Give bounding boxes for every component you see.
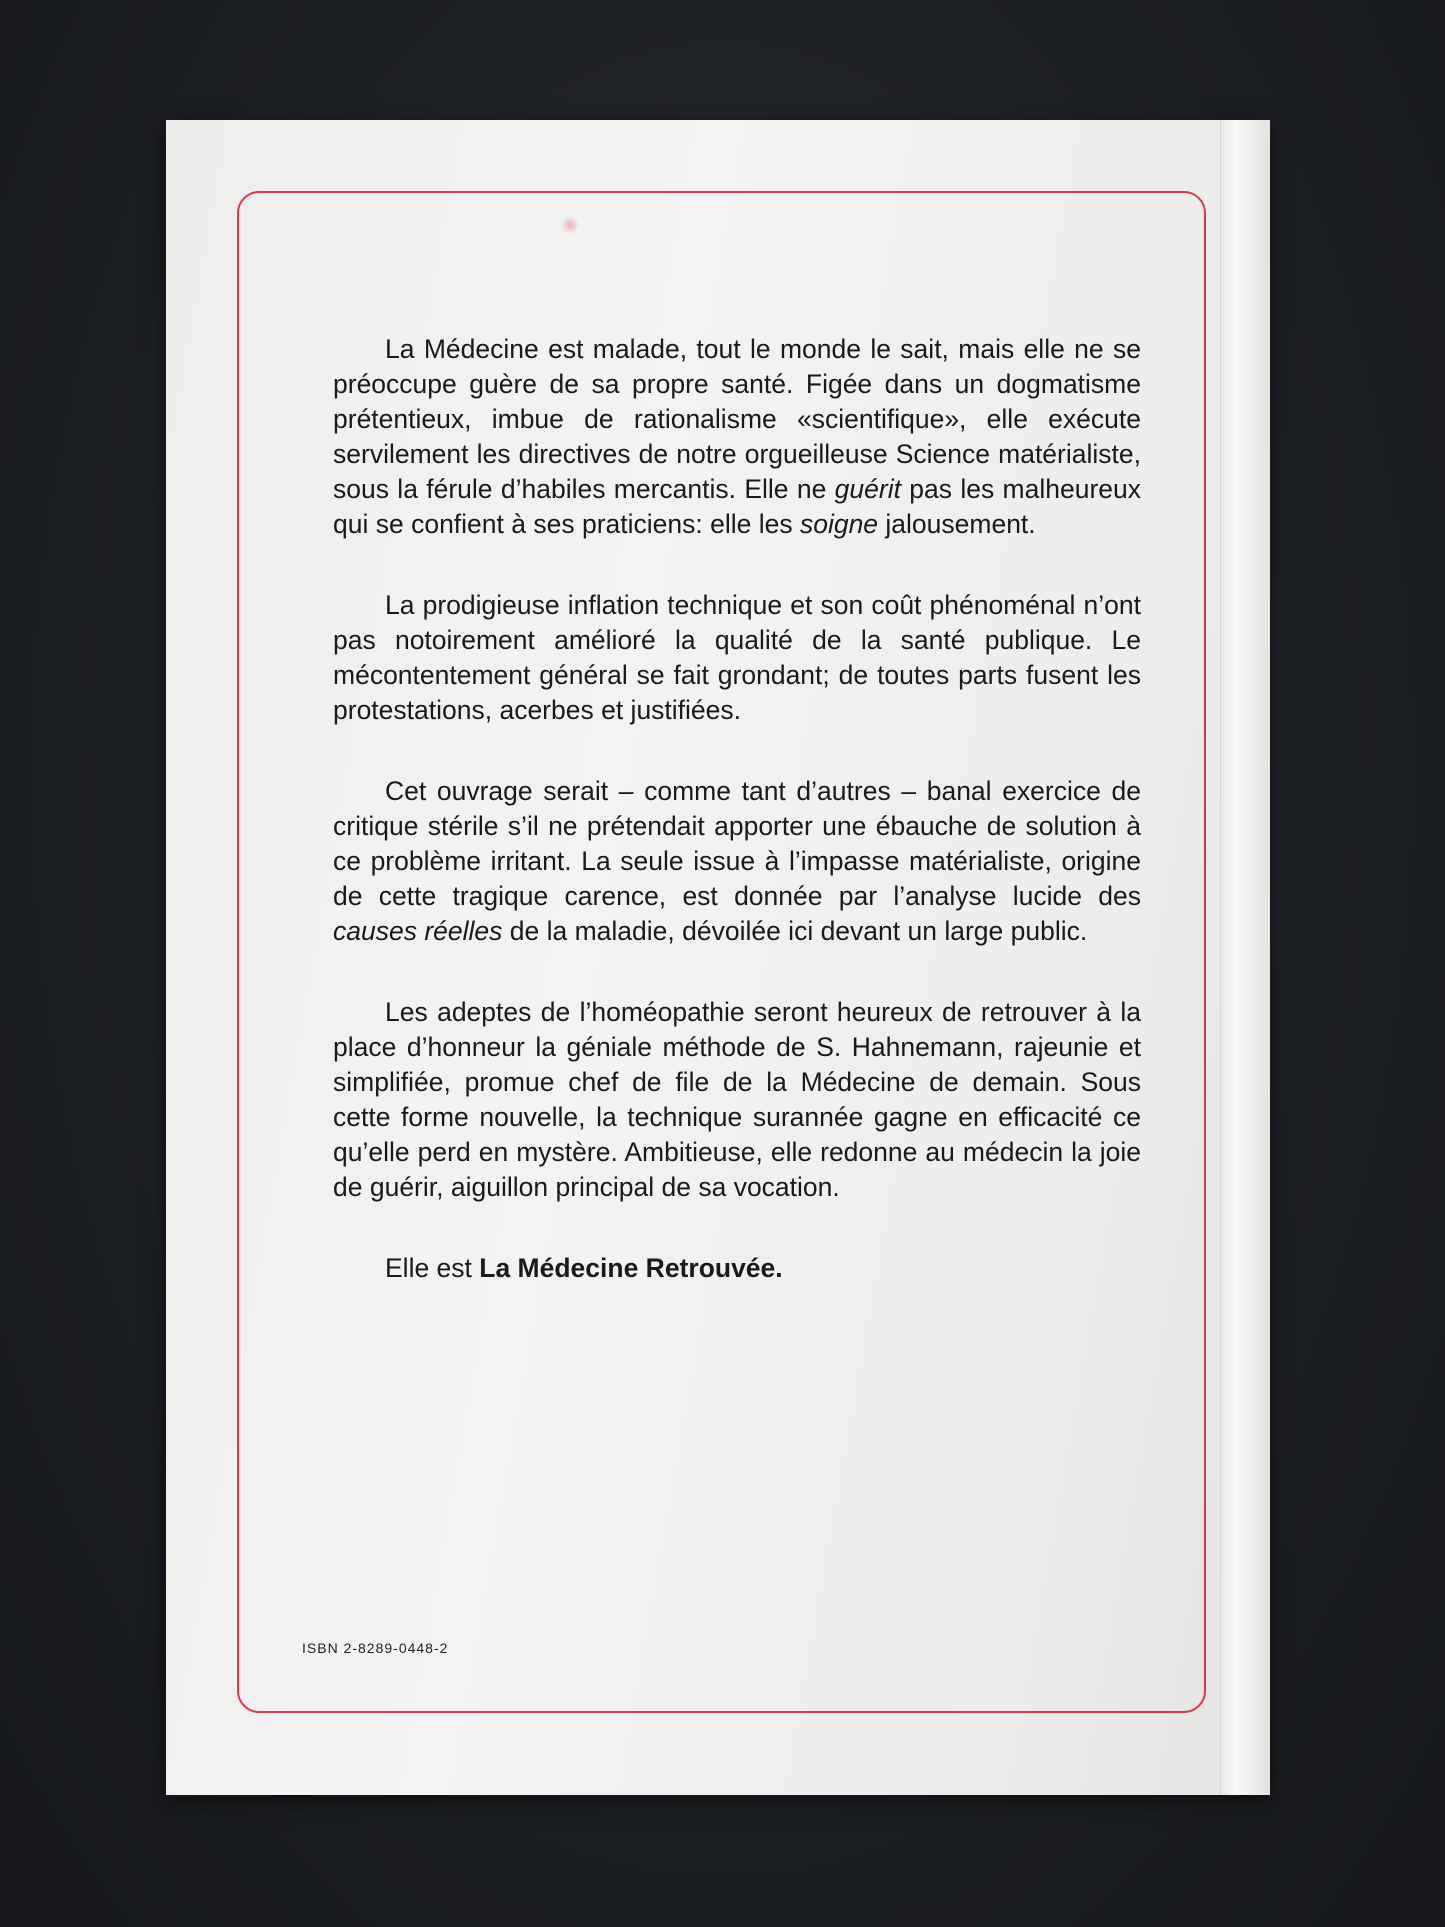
blurb-paragraph-1 (333, 332, 1141, 542)
blurb-paragraph-2: La prodigieuse inflation technique et son coût phénoménal n’ont pas notoirement amélioré la qualité de la santé publique. Le mécontentement général se fait grondant; de toutes parts fusent les protestations, acerbes et justifiées. (333, 590, 1141, 725)
isbn-number: ISBN 2-8289-0448-2 (302, 1640, 449, 1656)
italic-phrase: soigne (799, 509, 879, 539)
back-cover-blurb (333, 332, 1141, 1286)
book-spine-edge (1220, 120, 1270, 1795)
italic-phrase: causes réelles (333, 916, 503, 946)
blurb-closing-line (333, 1251, 1141, 1286)
blurb-paragraph-3 (333, 774, 1141, 949)
text-run: Cet ouvrage serait – comme tant d’autres – banal exercice de critique stérile s’il ne prétendait apporter une ébauche de solution à ce problème irritant. La seule issue à l’impasse matérialiste, origine de cette tragique carence, est donnée par l’analyse lucide des (333, 776, 1141, 911)
pink-stain-mark (562, 215, 578, 235)
blurb-paragraph-4: Les adeptes de l’homéopathie seront heureux de retrouver à la place d’honneur la géniale méthode de S. Hahnemann, rajeunie et simplifiée, promue chef de file de la Médecine de demain. Sous cette forme nouvelle, la technique surannée gagne en efficacité ce qu’elle perd en mystère. Ambitieuse, elle redonne au médecin la joie de guérir, aiguillon principal de sa vocation. (333, 997, 1141, 1202)
text-run: pas les malheureux qui se confient à ses praticiens: elle les (333, 474, 1142, 539)
closing-prefix: Elle est (385, 1253, 480, 1283)
text-run: jalousement. (878, 509, 1036, 539)
book-title: La Médecine Retrouvée. (479, 1253, 783, 1283)
text-run: La Médecine est malade, tout le monde le sait, mais elle ne se préoccupe guère de sa propre santé. Figée dans un dogmatisme prétentieux, imbue de rationalisme «scientifique», elle exécute servilement les directives de notre orgueilleuse Science matérialiste, sous la férule d’habiles mercantis. Elle ne (333, 334, 1141, 504)
italic-phrase: guérit (834, 474, 901, 504)
text-run: de la maladie, dévoilée ici devant un large public. (502, 916, 1088, 946)
